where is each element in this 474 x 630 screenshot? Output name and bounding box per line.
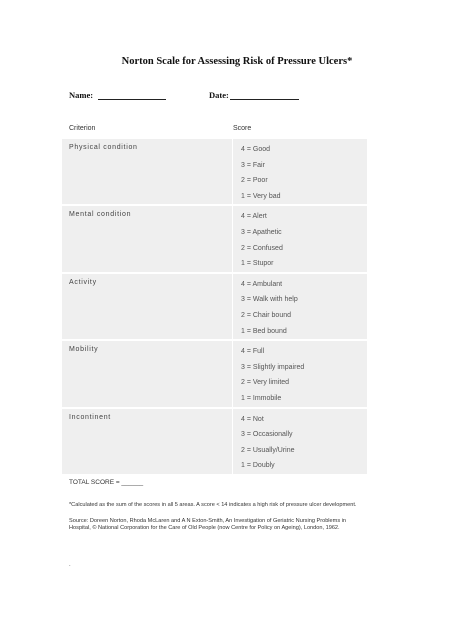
criterion-header: Criterion bbox=[69, 125, 96, 132]
score-option: 1 = Very bad bbox=[241, 192, 281, 200]
score-option: 1 = Doubly bbox=[241, 462, 275, 470]
score-option: 1 = Stupor bbox=[241, 260, 274, 268]
score-option: 3 = Apathetic bbox=[241, 228, 282, 236]
date-field-line[interactable] bbox=[230, 99, 299, 100]
score-option: 4 = Alert bbox=[241, 213, 267, 221]
score-options bbox=[233, 206, 367, 271]
name-date-row bbox=[69, 90, 399, 104]
criterion-row-physical-condition bbox=[62, 139, 367, 204]
score-option: 3 = Walk with help bbox=[241, 296, 298, 304]
score-option: 2 = Very limited bbox=[241, 379, 290, 387]
score-option: 4 = Good bbox=[241, 146, 270, 153]
name-field-line[interactable] bbox=[98, 99, 166, 100]
score-option: 4 = Ambulant bbox=[241, 280, 283, 288]
name-label: Name: bbox=[69, 90, 94, 100]
document-title: Norton Scale for Assessing Risk of Pressure Ulcers* bbox=[121, 56, 353, 67]
footnote: *Calculated as the sum of the scores in all 5 areas. A score < 14 indicates a high risk of pressure ulcer development. bbox=[69, 502, 357, 508]
criterion-label: Mobility bbox=[62, 341, 233, 406]
score-options bbox=[233, 139, 367, 204]
score-option: 2 = Usually/Urine bbox=[241, 446, 295, 454]
criterion-row-incontinent bbox=[62, 409, 367, 474]
criterion-label: Mental condition bbox=[62, 206, 233, 271]
score-option: 3 = Slightly impaired bbox=[241, 363, 305, 371]
total-score: TOTAL SCORE = ______ bbox=[69, 479, 144, 486]
score-header: Score bbox=[233, 125, 252, 132]
score-option: 4 = Full bbox=[241, 348, 265, 356]
score-option: 1 = Bed bound bbox=[241, 327, 287, 335]
score-options bbox=[233, 274, 367, 339]
score-option: 4 = Not bbox=[241, 415, 264, 423]
date-label: Date: bbox=[209, 90, 229, 100]
score-options bbox=[233, 409, 367, 474]
score-option: 3 = Fair bbox=[241, 161, 265, 169]
score-option: 1 = Immobile bbox=[241, 394, 282, 402]
criterion-label: Incontinent bbox=[62, 409, 233, 474]
trailing-mark: . bbox=[69, 562, 71, 568]
norton-scale-table bbox=[62, 137, 367, 476]
criterion-label: Physical condition bbox=[62, 139, 233, 204]
score-option: 2 = Chair bound bbox=[241, 311, 292, 319]
criterion-row-activity bbox=[62, 274, 367, 339]
criterion-label: Activity bbox=[62, 274, 233, 339]
criterion-row-mental-condition bbox=[62, 206, 367, 271]
criterion-row-mobility bbox=[62, 341, 367, 406]
source-citation: Source: Doreen Norton, Rhoda McLaren and A N Exton-Smith, An Investigation of Geriatric Nursing Problems in Hospital, © National Corporation for the Care of Old People (now Centre for Policy on Ageing), London, 1962. bbox=[69, 518, 347, 532]
score-options bbox=[233, 341, 367, 406]
score-option: 2 = Poor bbox=[241, 177, 268, 185]
score-option: 3 = Occasionally bbox=[241, 431, 293, 439]
score-option: 2 = Confused bbox=[241, 244, 283, 252]
